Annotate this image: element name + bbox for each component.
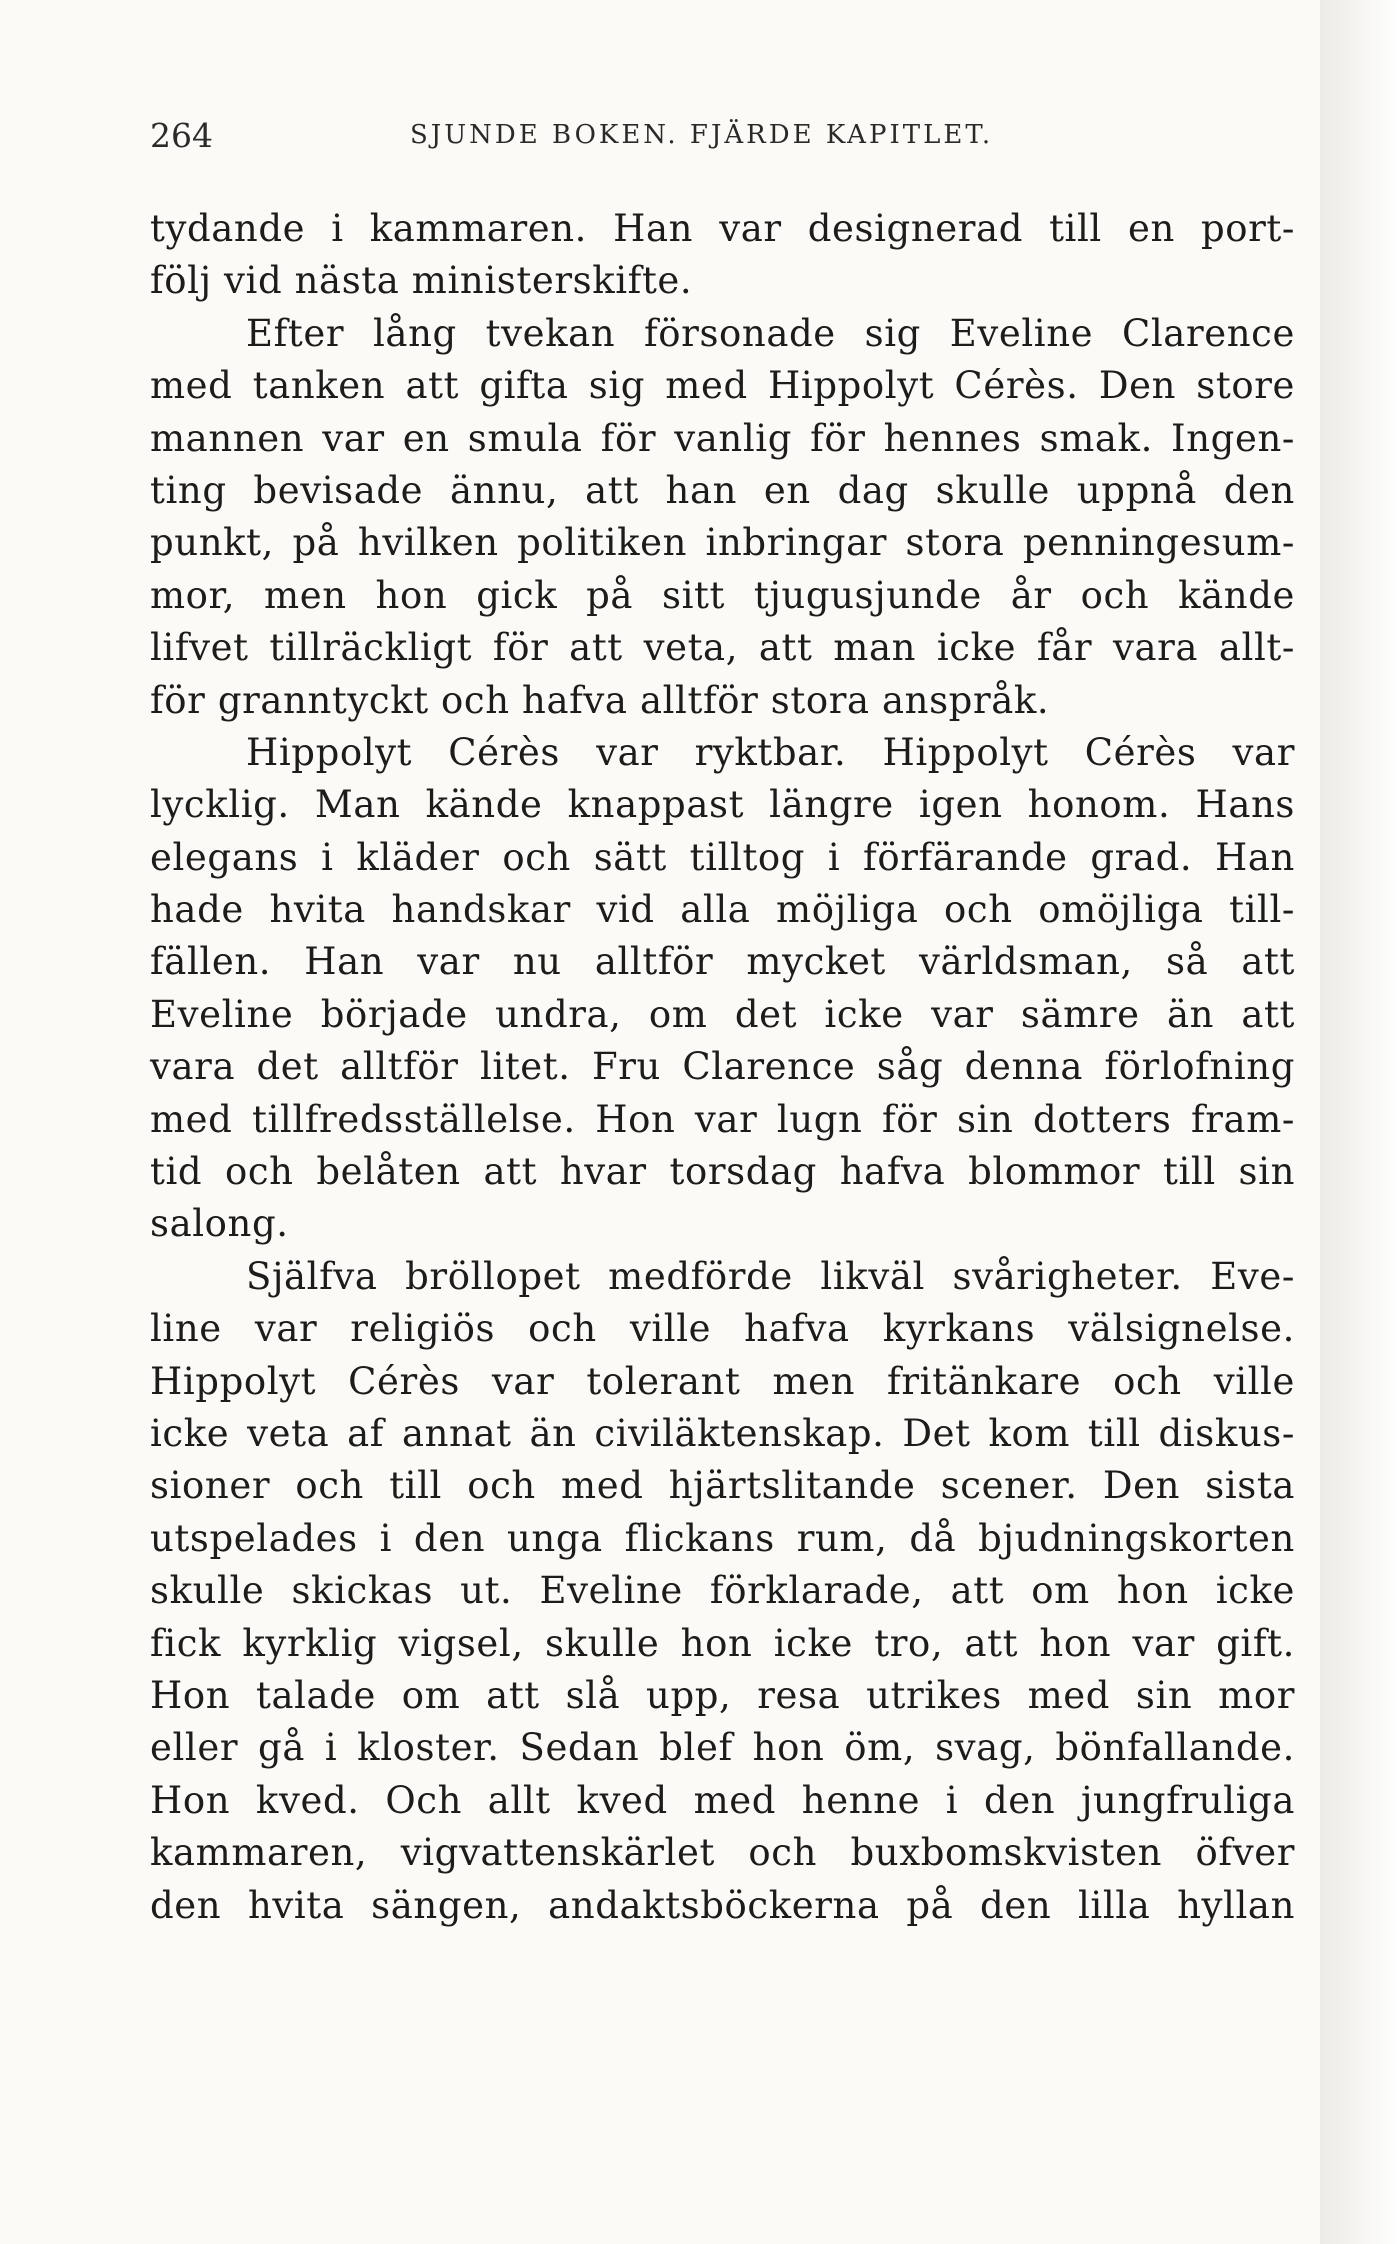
text-line: hade hvita handskar vid alla möjliga och omöjliga till- [150,888,1295,932]
text-line: den hvita sängen, andaktsböckerna på den lilla hyllan [150,1883,1295,1927]
text-line: elegans i kläder och sätt tilltog i förfärande grad. Han [150,835,1295,879]
text-line: Hippolyt Cérès var ryktbar. Hippolyt Cérès var [246,730,1295,774]
text-line: Eveline började undra, om det icke var sämre än att [150,992,1295,1036]
running-head [150,112,1295,162]
body-text [150,203,1295,1932]
text-line: för granntyckt och hafva alltför stora anspråk. [150,678,1050,722]
text-line: fällen. Han var nu alltför mycket världsman, så att [150,940,1295,984]
text-line: lycklig. Man kände knappast längre igen honom. Hans [150,783,1295,827]
text-line: följ vid nästa ministerskifte. [150,259,693,303]
text-line: tydande i kammaren. Han var designerad till en port- [150,207,1295,250]
text-line: med tillfredsställelse. Hon var lugn för sin dotters fram- [150,1097,1295,1141]
text-line: sioner och till och med hjärtslitande scener. Den sista [150,1464,1295,1508]
running-head-title: SJUNDE BOKEN. FJÄRDE KAPITLET. [410,120,994,150]
text-line: Hon talade om att slå upp, resa utrikes med sin mor [150,1673,1295,1717]
text-line: mor, men hon gick på sitt tjugusjunde år och kände [150,573,1295,617]
text-line: kammaren, vigvattenskärlet och buxbomskvisten öfver [150,1831,1295,1875]
text-line: salong. [150,1202,289,1246]
text-line: eller gå i kloster. Sedan blef hon öm, svag, bönfallande. [150,1726,1295,1770]
page-edge-shadow [1320,0,1400,2244]
text-line: lifvet tillräckligt för att veta, att man icke får vara allt- [150,626,1295,670]
text-line: skulle skickas ut. Eveline förklarade, att om hon icke [150,1569,1295,1613]
text-line: line var religiös och ville hafva kyrkans välsignelse. [150,1307,1295,1351]
text-line: Hippolyt Cérès var tolerant men fritänkare och ville [150,1359,1295,1403]
text-line: ting bevisade ännu, att han en dag skulle uppnå den [150,468,1295,512]
text-line: fick kyrklig vigsel, skulle hon icke tro, att hon var gift. [150,1621,1295,1665]
text-line: Efter lång tvekan försonade sig Eveline Clarence [246,311,1295,355]
text-line: med tanken att gifta sig med Hippolyt Cérès. Den store [150,364,1295,408]
text-line: tid och belåten att hvar torsdag hafva blommor till sin [150,1150,1295,1194]
text-line: utspelades i den unga flickans rum, då bjudningskorten [150,1516,1295,1560]
text-line: mannen var en smula för vanlig för hennes smak. Ingen- [150,416,1295,460]
text-line: icke veta af annat än civiläktenskap. Det kom till diskus- [150,1411,1295,1455]
text-line: vara det alltför litet. Fru Clarence såg denna förlofning [150,1045,1295,1089]
page-number: 264 [150,116,213,155]
text-line: Hon kved. Och allt kved med henne i den jungfruliga [150,1778,1295,1822]
text-line: punkt, på hvilken politiken inbringar stora penningesum- [150,521,1295,565]
text-line: Själfva bröllopet medförde likväl svårigheter. Eve- [246,1254,1295,1298]
